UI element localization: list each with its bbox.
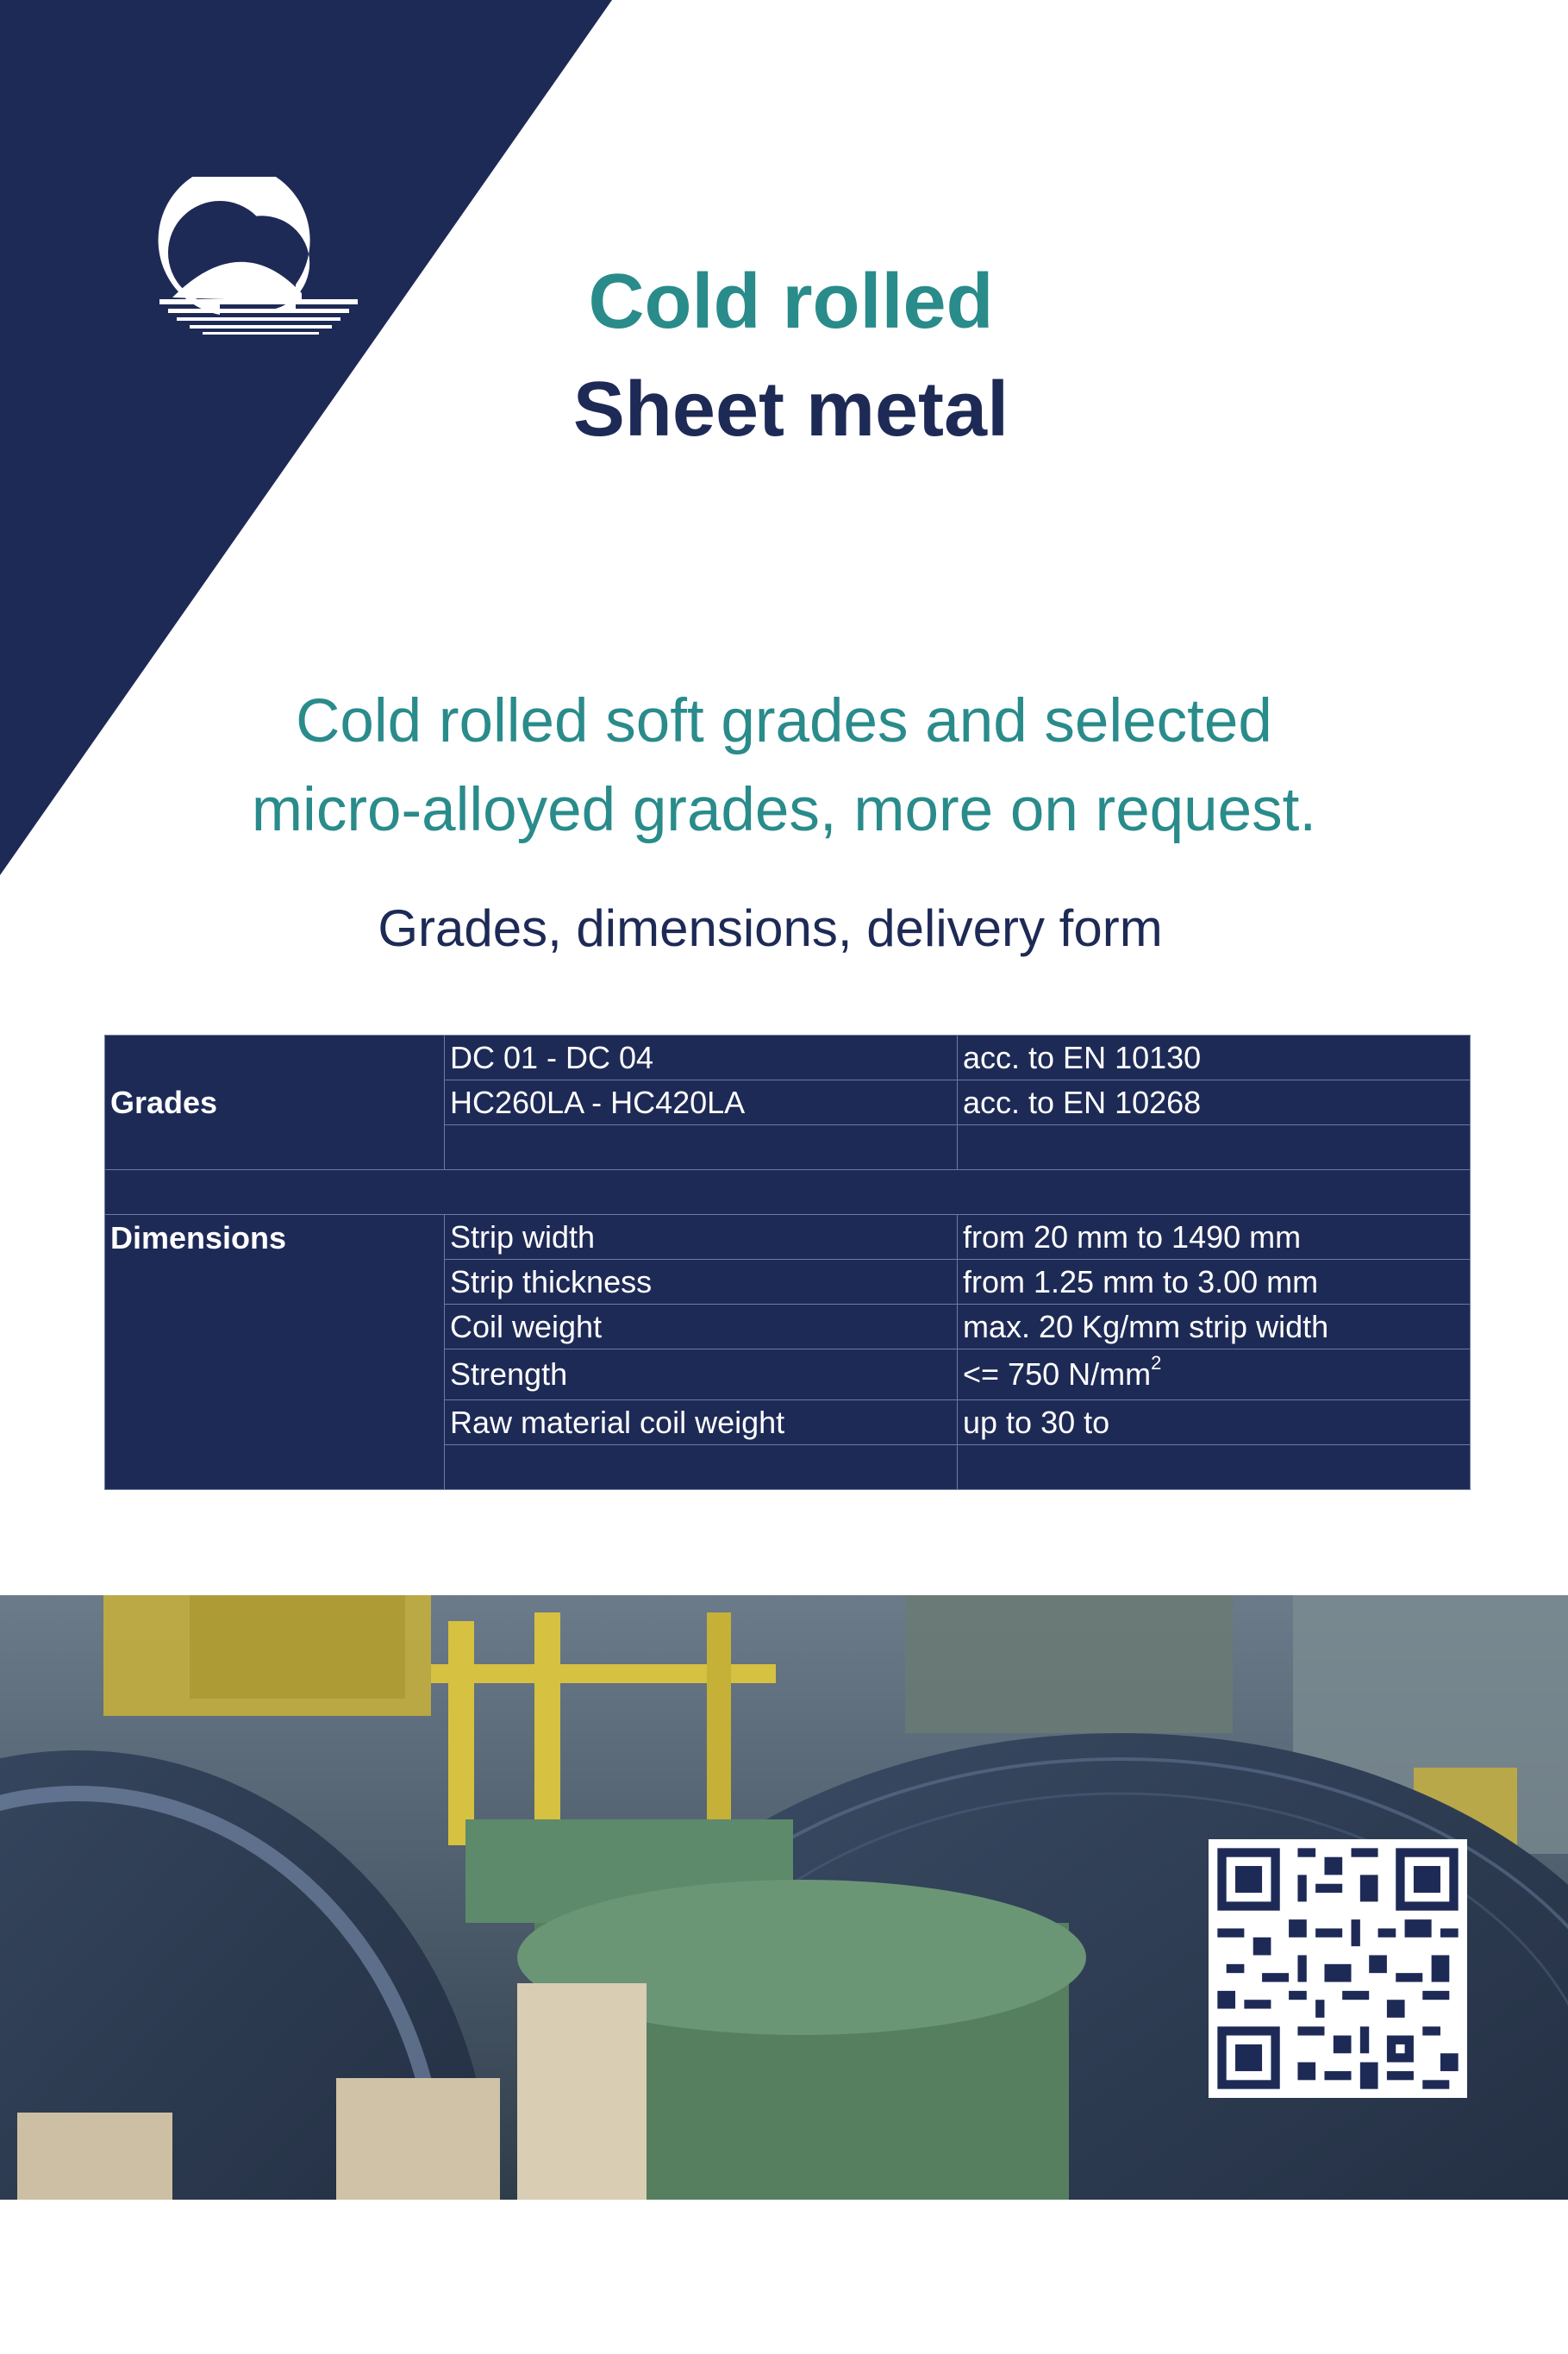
grades-label: Grades (105, 1036, 445, 1170)
grade-name: HC260LA - HC420LA (445, 1080, 958, 1125)
grade-name: DC 01 - DC 04 (445, 1036, 958, 1080)
dimension-value: up to 30 to (958, 1400, 1471, 1445)
dimension-value: max. 20 Kg/mm strip width (958, 1305, 1471, 1349)
table-row (105, 1215, 1471, 1260)
dimension-value: from 20 mm to 1490 mm (958, 1215, 1471, 1260)
grade-standard: acc. to EN 10268 (958, 1080, 1471, 1125)
qr-code-icon (1209, 1839, 1467, 2098)
table-row (105, 1036, 1471, 1080)
dimension-property: Coil weight (445, 1305, 958, 1349)
dimension-property: Strip width (445, 1215, 958, 1260)
title-line-2: Sheet metal (572, 366, 1009, 453)
subtitle-line-2: micro-alloyed grades, more on request. (251, 776, 1317, 844)
grade-standard: acc. to EN 10130 (958, 1036, 1471, 1080)
empty-cell (445, 1125, 958, 1170)
dimensions-label: Dimensions (105, 1215, 445, 1490)
subtitle (0, 677, 1568, 855)
superscript: 2 (1151, 1352, 1162, 1374)
empty-cell (105, 1170, 1471, 1215)
table-row-divider (105, 1170, 1471, 1215)
subtitle-line-1: Cold rolled soft grades and selected (296, 687, 1272, 755)
section-heading: Grades, dimensions, delivery form (378, 899, 1163, 957)
dimension-value: <= 750 N/mm (963, 1356, 1152, 1392)
empty-cell (958, 1445, 1471, 1490)
dimension-value-cell (958, 1349, 1471, 1400)
empty-cell (445, 1445, 958, 1490)
dimension-property: Strip thickness (445, 1260, 958, 1305)
dimension-property: Strength (445, 1349, 958, 1400)
dimension-property: Raw material coil weight (445, 1400, 958, 1445)
empty-cell (958, 1125, 1471, 1170)
title-line-1: Cold rolled (588, 259, 994, 345)
dimension-value: from 1.25 mm to 3.00 mm (958, 1260, 1471, 1305)
